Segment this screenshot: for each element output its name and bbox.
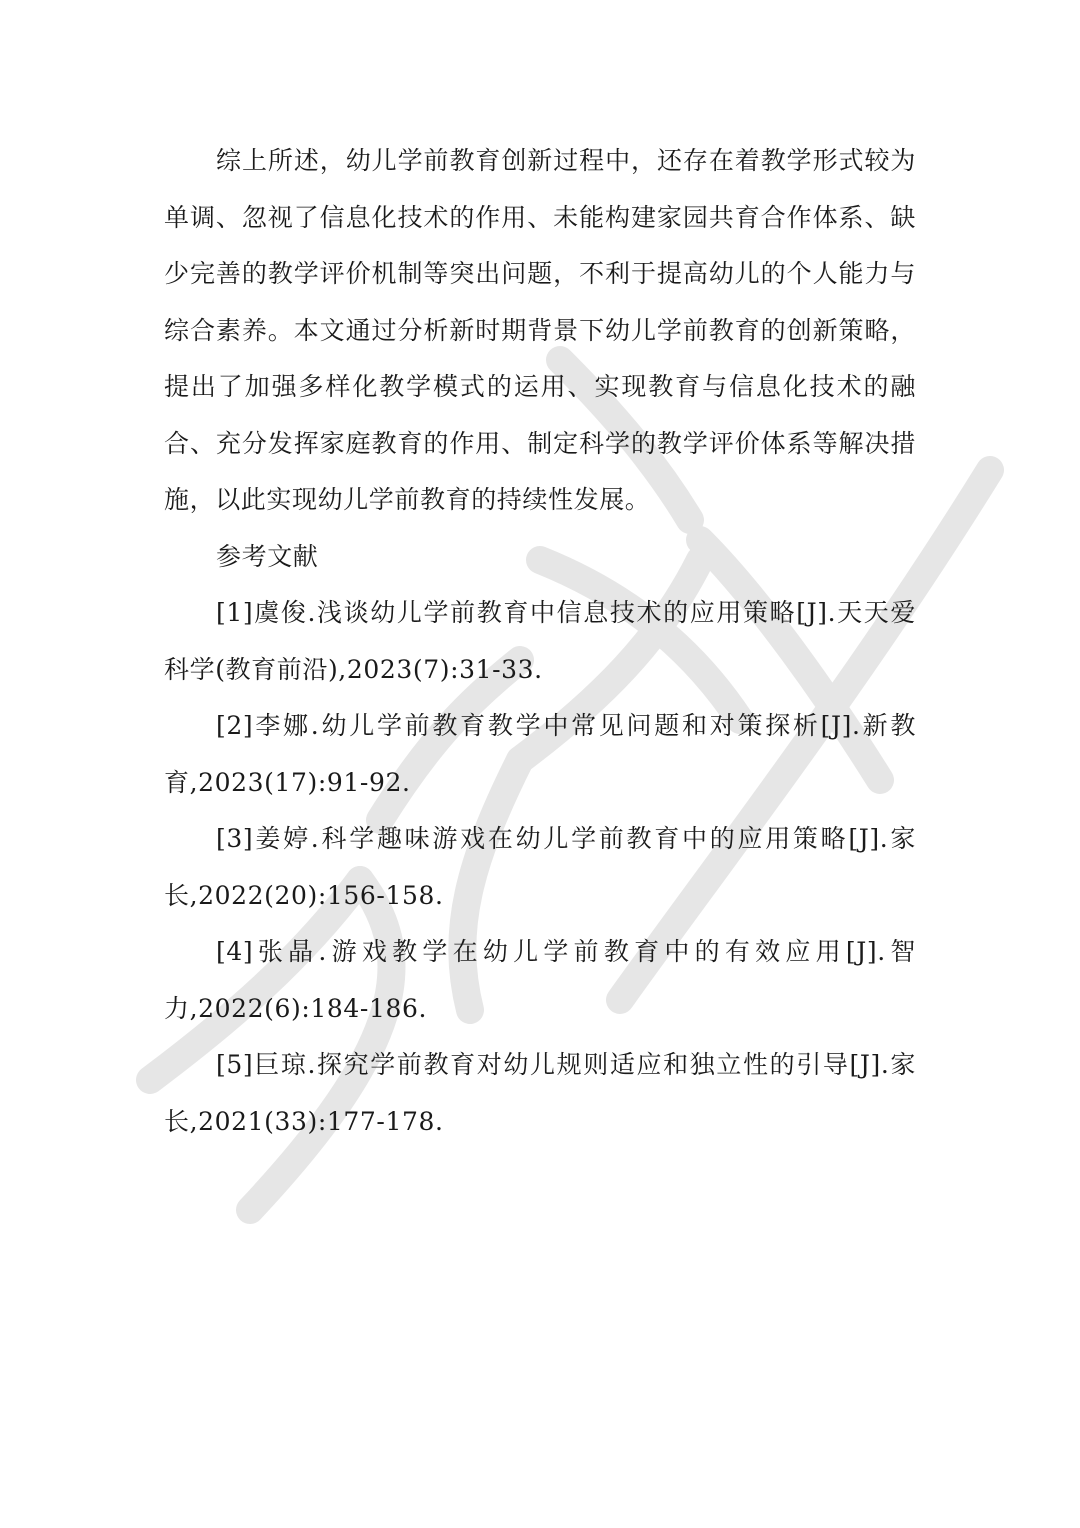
references-heading: 参考文献 [216, 541, 319, 571]
document-content [164, 133, 916, 1150]
reference-item-5: [5]巨琼.探究学前教育对幼儿规则适应和独立性的引导[J].家长,2021(33):177-178. [164, 1050, 916, 1136]
reference-item-4: [4]张晶.游戏教学在幼儿学前教育中的有效应用[J].智力,2022(6):184-186. [164, 937, 916, 1023]
reference-item-3: [3]姜婷.科学趣味游戏在幼儿学前教育中的应用策略[J].家长,2022(20):156-158. [164, 824, 916, 910]
reference-item-1: [1]虞俊.浅谈幼儿学前教育中信息技术的应用策略[J].天天爱科学(教育前沿),2023(7):31-33. [164, 598, 916, 684]
reference-item-2: [2]李娜.幼儿学前教育教学中常见问题和对策探析[J].新教育,2023(17):91-92. [164, 711, 916, 797]
conclusion-paragraph: 综上所述，幼儿学前教育创新过程中，还存在着教学形式较为单调、忽视了信息化技术的作用、未能构建家园共育合作体系、缺少完善的教学评价机制等突出问题，不利于提高幼儿的个人能力与综合素养。本文通过分析新时期背景下幼儿学前教育的创新策略，提出了加强多样化教学模式的运用、实现教育与信息化技术的融合、充分发挥家庭教育的作用、制定科学的教学评价体系等解决措施，以此实现幼儿学前教育的持续性发展。 [164, 146, 916, 514]
